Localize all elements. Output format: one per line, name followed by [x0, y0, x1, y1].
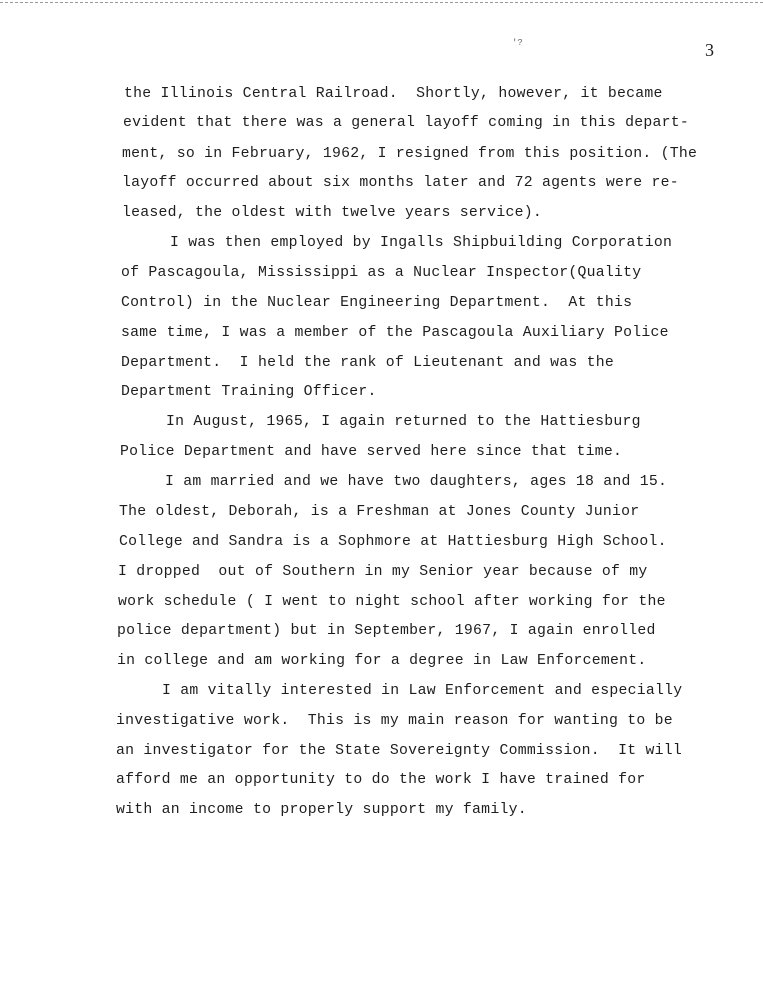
text-line: in college and am working for a degree in Law Enforcement. [117, 653, 647, 669]
text-line: In August, 1965, I again returned to the Hattiesburg [166, 414, 641, 430]
text-line: College and Sandra is a Sophmore at Hattiesburg High School. [119, 534, 667, 550]
text-line: I was then employed by Ingalls Shipbuilding Corporation [170, 235, 673, 251]
text-line: the Illinois Central Railroad. Shortly, however, it became [124, 86, 663, 102]
text-line: afford me an opportunity to do the work I have trained for [116, 772, 646, 788]
text-line: Department. I held the rank of Lieutenant and was the [121, 355, 614, 371]
text-line: leased, the oldest with twelve years service). [122, 205, 542, 221]
text-line: investigative work. This is my main reason for wanting to be [116, 713, 673, 729]
text-line: Control) in the Nuclear Engineering Department. At this [121, 295, 633, 311]
text-line: same time, I was a member of the Pascagoula Auxiliary Police [121, 325, 669, 341]
text-line: layoff occurred about six months later and 72 agents were re- [122, 175, 679, 191]
text-line: of Pascagoula, Mississippi as a Nuclear Inspector(Quality [121, 265, 642, 281]
text-line: work schedule ( I went to night school after working for the [118, 594, 666, 610]
text-line: I am married and we have two daughters, ages 18 and 15. [165, 474, 668, 490]
text-line: The oldest, Deborah, is a Freshman at Jones County Junior [119, 504, 640, 520]
text-line: evident that there was a general layoff coming in this depart- [123, 115, 690, 131]
stray-mark: '? [512, 38, 523, 48]
text-line: Police Department and have served here since that time. [120, 444, 623, 460]
text-line: I am vitally interested in Law Enforcement and especially [162, 683, 683, 699]
text-line: with an income to properly support my family. [116, 802, 527, 818]
text-line: police department) but in September, 1967, I again enrolled [117, 623, 656, 639]
text-line: an investigator for the State Sovereignty Commission. It will [116, 743, 683, 759]
text-line: ment, so in February, 1962, I resigned from this position. (The [122, 146, 698, 162]
text-line: Department Training Officer. [121, 384, 377, 400]
text-line: I dropped out of Southern in my Senior year because of my [118, 564, 648, 580]
page-number: 3 [705, 40, 714, 60]
